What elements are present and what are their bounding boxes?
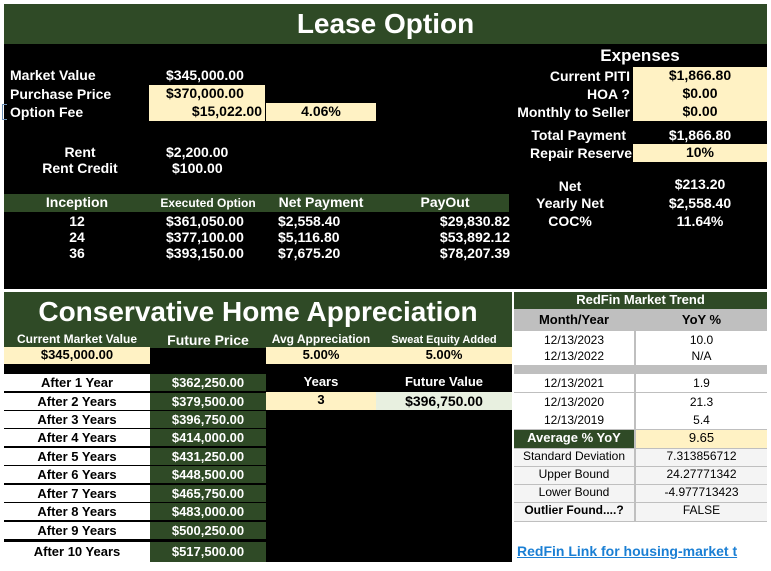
years-label: Years — [303, 374, 339, 389]
appreciation-year-label: After 8 Years — [4, 503, 150, 520]
market-value-label: Market Value — [10, 67, 96, 83]
appreciation-year-label: After 3 Years — [4, 411, 150, 428]
rent-label: Rent — [64, 144, 96, 160]
executed-option-value: $361,050.00 — [166, 213, 244, 229]
net-label: Net — [558, 178, 582, 194]
payout-value: $53,892.12 — [439, 229, 510, 245]
appreciation-year-label: After 5 Years — [4, 448, 150, 465]
sweat-equity-cell[interactable]: 5.00% — [376, 347, 512, 364]
redfin-yoy-header: YoY % — [636, 312, 767, 329]
appreciation-year-value: $431,250.00 — [150, 448, 266, 465]
inception-month: 12 — [69, 213, 85, 229]
current-market-value-cell[interactable]: $345,000.00 — [4, 347, 150, 364]
rent-credit-label: Rent Credit — [42, 160, 118, 176]
monthly-to-seller-label: Monthly to Seller — [517, 104, 630, 120]
redfin-yoy-cell: N/A — [636, 348, 767, 365]
net-payment-value: $5,116.80 — [278, 229, 340, 245]
coc-value: 11.64% — [676, 213, 724, 229]
appreciation-year-label: After 4 Years — [4, 429, 150, 446]
redfin-title: RedFin Market Trend — [514, 292, 767, 309]
net-value: $213.20 — [674, 176, 726, 192]
appreciation-year-label: After 7 Years — [4, 485, 150, 502]
future-value-label: Future Value — [404, 374, 484, 389]
upper-bound-value: 24.27771342 — [636, 467, 767, 484]
appreciation-year-value: $379,500.00 — [150, 393, 266, 410]
appreciation-year-value: $483,000.00 — [150, 503, 266, 520]
future-price-header: Future Price — [150, 332, 266, 348]
rent-credit-value: $100.00 — [172, 160, 223, 176]
inception-month: 36 — [69, 245, 85, 261]
hoa-label: HOA ? — [586, 86, 630, 102]
payout-value: $29,830.82 — [439, 213, 510, 229]
inception-header: Inception — [45, 194, 109, 210]
average-yoy-value: 9.65 — [636, 430, 767, 448]
net-payment-header: Net Payment — [278, 194, 364, 210]
appreciation-year-label: After 2 Years — [4, 393, 150, 410]
cell-selection-marker — [2, 104, 7, 120]
upper-bound-label: Upper Bound — [514, 467, 634, 484]
lease-option-title: Lease Option — [4, 4, 767, 44]
executed-option-header: Executed Option — [160, 196, 256, 210]
years-cell[interactable]: 3 — [266, 392, 376, 410]
avg-appreciation-cell[interactable]: 5.00% — [266, 347, 376, 364]
redfin-date-cell: 12/13/2022 — [514, 348, 634, 365]
appreciation-year-value: $500,250.00 — [150, 522, 266, 539]
market-value: $345,000.00 — [166, 67, 244, 83]
appreciation-year-label: After 9 Years — [4, 522, 150, 539]
redfin-date-cell: 12/13/2020 — [514, 393, 634, 411]
option-fee-cell[interactable]: $15,022.00 — [149, 103, 265, 121]
executed-option-value: $377,100.00 — [166, 229, 244, 245]
rent-value: $2,200.00 — [166, 144, 229, 160]
total-payment-value: $1,866.80 — [668, 127, 732, 143]
lower-bound-label: Lower Bound — [514, 485, 634, 502]
yearly-net-label: Yearly Net — [536, 195, 604, 211]
hoa-cell[interactable]: $0.00 — [633, 85, 767, 103]
appreciation-year-value: $362,250.00 — [150, 374, 266, 391]
redfin-yoy-cell: 1.9 — [636, 374, 767, 392]
redfin-yoy-cell: 21.3 — [636, 393, 767, 411]
future-value-cell: $396,750.00 — [376, 392, 512, 410]
redfin-yoy-cell: 10.0 — [636, 331, 767, 349]
appreciation-year-value: $396,750.00 — [150, 411, 266, 428]
appreciation-year-label: After 6 Years — [4, 466, 150, 483]
outlier-value: FALSE — [636, 503, 767, 521]
executed-option-value: $393,150.00 — [166, 245, 244, 261]
appreciation-year-value: $448,500.00 — [150, 466, 266, 483]
appreciation-year-value: $517,500.00 — [150, 542, 266, 562]
repair-reserve-label: Repair Reserve — [530, 145, 632, 161]
current-piti-label: Current PITI — [549, 68, 630, 84]
coc-label: COC% — [548, 213, 592, 229]
net-payment-value: $2,558.40 — [278, 213, 341, 229]
redfin-date-cell: 12/13/2019 — [514, 411, 634, 429]
std-dev-value: 7.313856712 — [636, 449, 767, 466]
sweat-equity-header: Sweat Equity Added — [376, 332, 512, 348]
total-payment-label: Total Payment — [531, 127, 626, 143]
current-piti-cell[interactable]: $1,866.80 — [633, 67, 767, 85]
appreciation-title: Conservative Home Appreciation — [4, 292, 512, 332]
current-market-value-header: Current Market Value — [4, 332, 150, 348]
redfin-date-cell: 12/13/2021 — [514, 374, 634, 392]
purchase-price-cell[interactable]: $370,000.00 — [149, 85, 265, 103]
appreciation-year-value: $465,750.00 — [150, 485, 266, 502]
redfin-yoy-cell: 5.4 — [636, 411, 767, 429]
payout-value: $78,207.39 — [439, 245, 510, 261]
redfin-month-header: Month/Year — [514, 312, 634, 329]
lower-bound-value: -4.977713423 — [636, 485, 767, 502]
appreciation-year-label: After 1 Year — [4, 374, 150, 391]
purchase-price-label: Purchase Price — [10, 86, 112, 102]
monthly-to-seller-cell[interactable]: $0.00 — [633, 103, 767, 121]
payout-header: PayOut — [420, 194, 470, 210]
redfin-date-cell: 12/13/2023 — [514, 331, 634, 349]
appreciation-year-value: $414,000.00 — [150, 429, 266, 446]
inception-month: 24 — [69, 229, 85, 245]
appreciation-year-label: After 10 Years — [4, 542, 150, 562]
net-payment-value: $7,675.20 — [278, 245, 341, 261]
avg-appreciation-header: Avg Appreciation — [266, 332, 376, 348]
option-fee-percent-cell[interactable]: 4.06% — [266, 103, 376, 121]
outlier-label: Outlier Found....? — [514, 503, 634, 521]
yearly-net-value: $2,558.40 — [668, 195, 732, 211]
redfin-link[interactable]: RedFin Link for housing-market t — [517, 543, 738, 559]
average-yoy-label: Average % YoY — [514, 430, 634, 448]
repair-reserve-cell[interactable]: 10% — [633, 144, 767, 162]
option-fee-label: Option Fee — [10, 104, 84, 120]
std-dev-label: Standard Deviation — [514, 449, 634, 466]
expenses-title: Expenses — [600, 46, 680, 65]
